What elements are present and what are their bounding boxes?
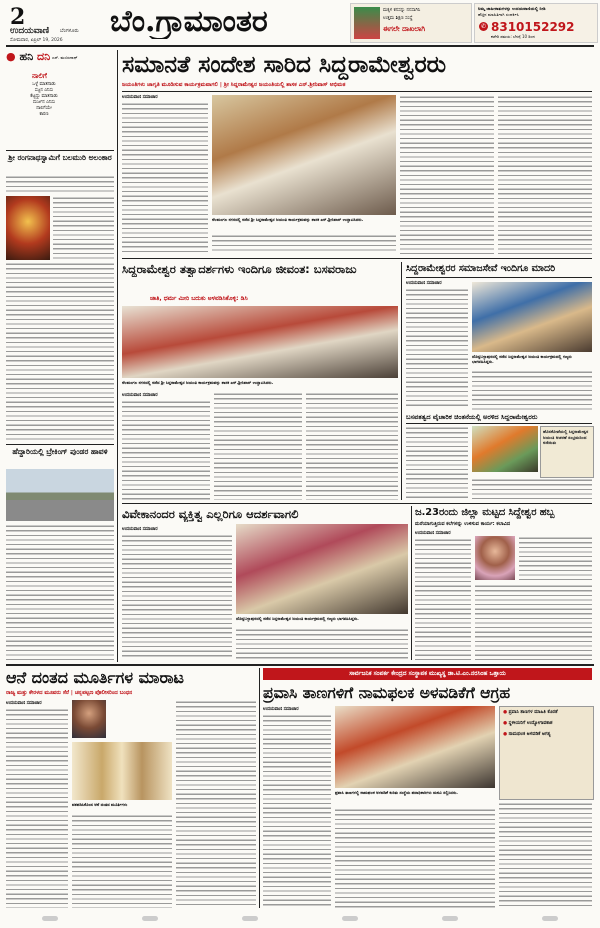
- story4-box: [540, 426, 594, 478]
- lead-body-col1: [122, 102, 208, 254]
- story7-body-col2: [72, 814, 172, 908]
- story4-rule: [406, 423, 592, 424]
- story2-byline: ಉದಯವಾಣಿ ಸಮಾಚಾರ: [122, 393, 158, 398]
- registration-dot-icon: [142, 916, 158, 921]
- story2-subheadline: ಜಾತಿ, ಧರ್ಮ ಮೀರಿ ಬದುಕು ಅಳವಡಿಸಿಕೊಳ್ಳಿ: ಡಿಸಿ: [150, 295, 248, 302]
- lead-subheadline: ಜಯಂತಿಗಳು ಜಾಗೃತಿ ಮೂಡಿಸುವ ಕಾರ್ಯಕ್ರಮವಾಗಲಿ | ಶ್ರೀ ಸಿದ್ದರಾಮೇಶ್ವರ ಜಯಂತಿಯಲ್ಲಿ ಶಾಸಕ ಎನ್.ಶ್ರೀನಿವಾಸ್ ಅಭಿಮತ: [122, 82, 346, 88]
- poem-line: ಒಳ್ಳೆ ಮಾತನಾಡು: [32, 82, 56, 87]
- story3-headline: ಸಿದ್ದರಾಮೇಶ್ವರರ ಸಮಾಜಸೇವೆ ಇಂದಿಗೂ ಮಾದರಿ: [406, 263, 556, 274]
- story7-headline: ಆನೆ ದಂತದ ಮೂರ್ತಿಗಳ ಮಾರಾಟ: [6, 668, 185, 687]
- advertise-ad-line1: ನಿಮ್ಮ ಜಾಹೀರಾತುಗಳನ್ನು ಉದಯವಾಣಿಯಲ್ಲಿ ನೀಡಿ: [478, 6, 546, 11]
- story8-caption: ಪ್ರವಾಸಿ ತಾಣಗಳಲ್ಲಿ ನಾಮಫಲಕ ಅಳವಡಿಕೆ ಕುರಿತು ಸಂಸ್ಥೆಯ ಪದಾಧಿಕಾರಿಗಳು ಮನವಿ ಸಲ್ಲಿಸಿದರು.: [335, 790, 458, 795]
- school-ad[interactable]: [350, 3, 472, 43]
- honey-brand-word: ಹನಿ: [19, 50, 34, 63]
- story6-byline: ಉದಯವಾಣಿ ಸಮಾಚಾರ: [415, 531, 451, 536]
- story7-caption: ವಶಪಡಿಸಿಕೊಂಡ ಆನೆ ದಂತದ ಮೂರ್ತಿಗಳು: [72, 802, 128, 807]
- honey-icon: ●: [6, 50, 16, 63]
- story7-column-rule: [259, 668, 260, 908]
- story4-headline: ಬಸವತತ್ವದ ವೈಚಾರಿಕ ಚಿಂತನೆಯಲ್ಲಿ ಅರಳಿದ ಸಿದ್ದರಾಮೇಶ್ವರರು: [406, 413, 538, 421]
- bottom-section-rule: [6, 664, 594, 666]
- story8-photo: [335, 706, 495, 788]
- story3-body-right: [472, 370, 592, 410]
- mid-bottom-rule: [122, 503, 592, 504]
- advertise-ad-note: ಕಚೇರಿ ಸಮಯ: ಬೆಳಗ್ಗೆ 10 ರಿಂದ: [491, 34, 535, 39]
- side1-body-3: [6, 262, 114, 442]
- story6-body-top-right: [519, 536, 592, 582]
- honey-brand: [6, 50, 50, 64]
- lead-body-col3: [400, 95, 494, 255]
- story5-caption: [236, 616, 408, 626]
- bullet-text: ನಾಮಫಲಕ ಅಳವಡಿಕೆ ಅಗತ್ಯ: [508, 732, 551, 737]
- story7-byline: ಉದಯವಾಣಿ ಸಮಾಚಾರ: [6, 701, 42, 706]
- advertise-ad-phone: 8310152292: [491, 20, 575, 34]
- paper-name: ಉದಯವಾಣಿ: [10, 26, 50, 36]
- bullet-text: ಪ್ರವಾಸಿ ತಾಣಗಳ ಮಾಹಿತಿ ಕೊರತೆ: [508, 710, 558, 715]
- left-column-rule: [117, 50, 118, 662]
- side1-idol-photo: [6, 196, 50, 260]
- story3-byline: ಉದಯವಾಣಿ ಸಮಾಚಾರ: [406, 281, 442, 286]
- story2-caption: [122, 380, 398, 390]
- story5-byline: ಉದಯವಾಣಿ ಸಮಾಚಾರ: [122, 527, 158, 532]
- honey-label: ನಾಲಿಗೆ: [32, 72, 47, 80]
- poem-line: ಕಾರಣ: [39, 112, 49, 117]
- poem-line: ದುರ್ಜನ ಎನಿಸು: [32, 100, 56, 105]
- honey-brand-word-2: ದನಿ: [37, 50, 51, 63]
- lead-bottom-rule: [122, 258, 592, 259]
- side1-title: ಶ್ರೀ ರಂಗನಾಥಸ್ವಾಮಿಗೆ ಬಲಮುರಿ ಅಲಂಕಾರ: [8, 153, 112, 162]
- registration-dot-icon: [42, 916, 58, 921]
- story4-photo: [472, 426, 538, 472]
- story8-kicker: ಸಾರ್ವಜನಿಕ ಸಂಪರ್ಕ ಕೇಂದ್ರದ ಸಂಸ್ಥಾಪಕ ಮುಖ್ಯಸ್ಥ ಡಾ.ಟಿ.ಎಂ.ನರಸಿಂಹ ಒತ್ತಾಯ: [263, 668, 592, 680]
- middle-column-rule: [401, 262, 402, 500]
- page-number: 2: [10, 4, 26, 30]
- lead-body-mid: [212, 234, 396, 254]
- honey-column: [6, 50, 78, 150]
- bullet-item: ● ನಾಮಫಲಕ ಅಳವಡಿಕೆ ಅಗತ್ಯ: [503, 732, 551, 737]
- registration-dot-icon: [242, 916, 258, 921]
- left-divider-2: [6, 444, 114, 445]
- story2-body-col3: [306, 392, 398, 500]
- registration-dot-icon: [342, 916, 358, 921]
- story3-caption: ದೊಡ್ಡಬಳ್ಳಾಪುರದಲ್ಲಿ ನಡೆದ ಸಿದ್ದರಾಮೇಶ್ವರ ಜಯಂತಿ ಕಾರ್ಯಕ್ರಮದಲ್ಲಿ ಗಣ್ಯರು ಭಾಗವಹಿಸಿದ್ದರು.: [472, 354, 572, 364]
- story7-body-col3: [176, 700, 256, 908]
- story4-body-right: [472, 478, 592, 500]
- left-divider: [6, 150, 114, 151]
- print-registration-marks: [0, 912, 600, 924]
- story8-headline: ಪ್ರವಾಸಿ ತಾಣಗಳಿಗೆ ನಾಮಫಲಕ ಅಳವಡಿಕೆಗೆ ಆಗ್ರಹ: [263, 684, 511, 702]
- story8-bullet-box: [499, 706, 594, 800]
- masthead: [0, 0, 600, 44]
- story8-body-col2: [335, 808, 495, 908]
- story5-headline: ವಿವೇಕಾನಂದರ ವ್ಯಕ್ತಿತ್ವ ಎಲ್ಲರಿಗೂ ಆದರ್ಶವಾಗಲಿ: [122, 507, 299, 521]
- story7-portrait: [72, 700, 106, 738]
- side1-body-2: [53, 196, 114, 260]
- story7-subheadline: ರಾಜ್ಯ ಮತ್ತು ಕೇರಳದ ಮೂವರು ಸೆರೆ | ಚನ್ನಪಟ್ಟಣ ಪೊಲೀಸರಿಂದ ಬಂಧನ: [6, 690, 133, 696]
- story4-body-left: [406, 426, 468, 500]
- story2-caption-text: ನೆಲಮಂಗಲ ನಗರದಲ್ಲಿ ನಡೆದ ಶ್ರೀ ಸಿದ್ದರಾಮೇಶ್ವರ ಜಯಂತಿ ಕಾರ್ಯಕ್ರಮವನ್ನು ಶಾಸಕ ಎನ್.ಶ್ರೀನಿವಾಸ್ ಉದ್ಘಾಟಿಸಿದರು.: [122, 380, 274, 385]
- section-title: ಬೆಂ.ಗ್ರಾಮಾಂತರ: [110, 4, 268, 39]
- story8-body-col1: [263, 714, 331, 908]
- story7-body-col1: [6, 708, 68, 908]
- story7-ivory-photo: [72, 742, 172, 800]
- school-ad-cta: ಈಗಲೇ ದಾಖಲಾಗಿ: [383, 25, 426, 33]
- side2-title: ಹೆದ್ದಾರಿಯಲ್ಲಿ ಬ್ರೇಕಿಂಗ್ ಪುಂಡರ ಹಾವಳಿ: [12, 447, 108, 456]
- story3-rule: [406, 277, 592, 278]
- honey-poem: [12, 82, 76, 118]
- story5-column-rule: [411, 506, 412, 660]
- registration-dot-icon: [542, 916, 558, 921]
- lead-byline: ಉದಯವಾಣಿ ಸಮಾಚಾರ: [122, 95, 158, 100]
- story2-body-col1: [122, 400, 210, 500]
- story8-body-col3: [499, 802, 592, 908]
- story6-portrait: [475, 536, 515, 580]
- honey-author: ಎಸ್. ಮಂಜುನಾಥ್: [52, 55, 78, 60]
- bullet-item: ● ಸ್ಥಳೀಯರಿಗೆ ಉದ್ಯೋಗಾವಕಾಶ: [503, 721, 553, 726]
- school-ad-line2: ಉತ್ತಮ ಶಿಕ್ಷಣ ಸಂಸ್ಥೆ: [383, 16, 413, 21]
- story5-photo: [236, 524, 408, 614]
- story5-caption-text: ದೊಡ್ಡಬಳ್ಳಾಪುರದಲ್ಲಿ ನಡೆದ ಸಿದ್ದರಾಮೇಶ್ವರ ಜಯಂತಿ ಕಾರ್ಯಕ್ರಮದಲ್ಲಿ ಗಣ್ಯರು ಭಾಗವಹಿಸಿದ್ದರು.: [236, 616, 359, 621]
- story5-body-right: [236, 628, 408, 660]
- advertise-ad-line2: ಹೆಚ್ಚಿನ ಮಾಹಿತಿಗಾಗಿ ಸಂಪರ್ಕಿಸಿ: [478, 12, 519, 17]
- school-ad-line1: ಮಕ್ಕಳ ಕನಸನ್ನು ನನಸಾಗಿಸಿ: [383, 8, 421, 13]
- date-line: ಸೋಮವಾರ, ಏಪ್ರಿಲ್ 19, 2026: [10, 38, 63, 43]
- story4-box-text: ಹೊಸಕೋಟೆಯಲ್ಲಿ ಸಿದ್ದರಾಮೇಶ್ವರ ಜಯಂತಿ ಆಚರಣೆ ಸಂಭ್ರಮದಿಂದ ನಡೆಯಿತು: [543, 429, 589, 446]
- story6-body-left: [415, 538, 471, 660]
- poem-line: ನಾಲಿಗೆಯೇ: [36, 106, 52, 111]
- masthead-rule: [6, 45, 594, 47]
- story6-headline: ಜ.23ರಂದು ಜಿಲ್ಲಾ ಮಟ್ಟದ ಸಿದ್ದೇಶ್ವರ ಹಬ್ಬ: [415, 507, 555, 518]
- side2-body: [6, 524, 114, 660]
- side1-body: [6, 175, 114, 195]
- bullet-item: ● ಪ್ರವಾಸಿ ತಾಣಗಳ ಮಾಹಿತಿ ಕೊರತೆ: [503, 710, 558, 715]
- story2-body-col2: [214, 392, 302, 500]
- lead-photo: [212, 95, 396, 215]
- poem-line: ಕೆಟ್ಟದ್ದು ಮಾತನಾಡು: [30, 94, 58, 99]
- story3-body-left: [406, 288, 468, 408]
- lead-photo-caption: ನೆಲಮಂಗಲ ನಗರದಲ್ಲಿ ನಡೆದ ಶ್ರೀ ಸಿದ್ದರಾಮೇಶ್ವರ ಜಯಂತಿ ಕಾರ್ಯಕ್ರಮವನ್ನು ಶಾಸಕ ಎನ್.ಶ್ರೀನಿವಾಸ್ ಉದ್ಘಾಟಿಸಿದರು.: [212, 217, 364, 222]
- registration-dot-icon: [442, 916, 458, 921]
- story6-subheadline: ಮರೆಯಾಗುತ್ತಿರುವ ಕಲೆಗಳನ್ನು ಉಳಿಸುವ ಕಾರ್ಯ: ಕಲಾವಿದ: [415, 521, 511, 527]
- story8-byline: ಉದಯವಾಣಿ ಸಮಾಚಾರ: [263, 707, 299, 712]
- bullet-text: ಸ್ಥಳೀಯರಿಗೆ ಉದ್ಯೋಗಾವಕಾಶ: [508, 721, 553, 726]
- lead-headline: ಸಮಾನತೆ ಸಂದೇಶ ಸಾರಿದ ಸಿದ್ದರಾಮೇಶ್ವರರು: [122, 52, 447, 78]
- story2-headline: ಸಿದ್ದರಾಮೇಶ್ವರ ತತ್ವಾದರ್ಶಗಳು ಇಂದಿಗೂ ಜೀವಂತ: ಬಸವರಾಜು: [122, 262, 357, 276]
- phone-icon: ✆: [480, 23, 487, 30]
- story5-body-left: [122, 534, 232, 660]
- edition-label: ಬೆಂಗಳೂರು: [60, 28, 79, 34]
- story2-photo: [122, 306, 398, 378]
- story6-body-right: [475, 584, 592, 660]
- school-ad-image: [354, 7, 380, 39]
- lead-body-col4: [498, 95, 592, 255]
- side2-highway-photo: [6, 469, 114, 521]
- poem-line: ಸಜ್ಜನ ಎನಿಸು: [34, 88, 54, 93]
- story3-photo: [472, 282, 592, 352]
- advertise-ad[interactable]: [474, 3, 598, 43]
- lead-sub-rule: [122, 91, 592, 92]
